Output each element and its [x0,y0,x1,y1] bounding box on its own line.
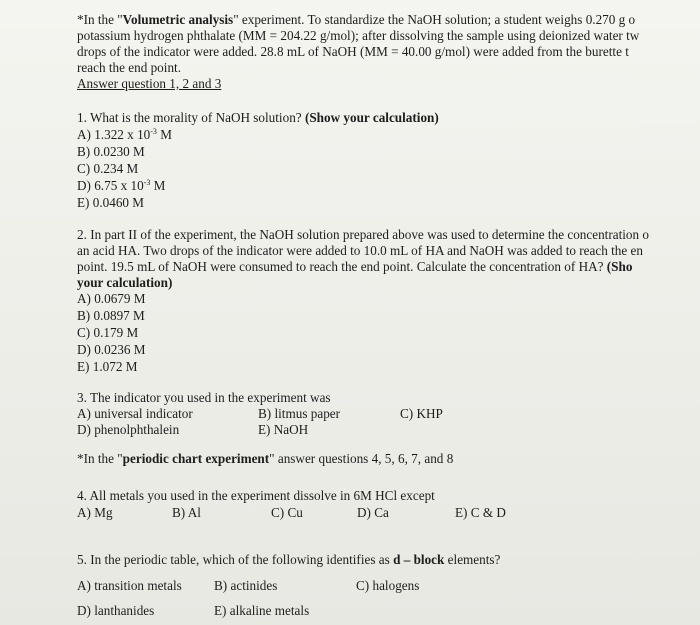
q2-line-3-text: point. 19.5 mL of NaOH were consumed to reach the end point. Calculate the concentration of HA? [77,259,607,274]
q1-option-d [77,178,165,193]
q5-option-a: A) transition metals [77,578,182,593]
q5-stem-text: 5. In the periodic table, which of the following identifies as [77,552,394,567]
q4-option-b: B) Al [172,505,201,520]
intro-line-3: drops of the indicator were added. 28.8 mL of NaOH (MM = 40.00 g/mol) were added from the burette t [77,44,629,59]
q3-option-b: B) litmus paper [258,406,341,421]
q4-option-c: C) Cu [271,505,303,520]
answer-instruction: Answer question 1, 2 and 3 [77,76,222,91]
q3-option-e: E) NaOH [258,422,309,437]
periodic-intro [77,451,453,466]
q5-option-c: C) halogens [356,578,420,593]
q2-option-b: B) 0.0897 M [77,308,145,323]
q1-option-b: B) 0.0230 M [77,144,145,159]
intro-line-4: reach the end point. [77,60,181,75]
q5-stem-text: elements? [444,552,501,567]
q3-option-d: D) phenolphthalein [77,422,180,437]
intro-text: " experiment. To standardize the NaOH solution; a student weighs 0.270 g o [233,12,636,27]
q2-line-1: 2. In part II of the experiment, the NaOH solution prepared above was used to determine the concentration o [77,227,649,242]
periodic-intro-text: " answer questions 4, 5, 6, 7, and 8 [269,451,454,466]
q5-d-block: d – block [393,552,445,567]
q4-option-d: D) Ca [357,505,389,520]
q1-option-a [77,127,172,142]
periodic-intro-text: *In the " [77,451,123,466]
q2-option-d: D) 0.0236 M [77,342,146,357]
q5-option-e: E) alkaline metals [214,603,310,618]
q1-stem-bold: (Show your calculation) [304,110,439,125]
intro-text: *In the " [77,12,123,27]
q1-a-unit: M [156,127,172,142]
intro-line-2: potassium hydrogen phthalate (MM = 204.22 g/mol); after dissolving the sample using deionized water tw [77,28,640,43]
q1-stem [77,110,439,125]
q5-option-b: B) actinides [214,578,278,593]
q3-option-c: C) KHP [400,406,443,421]
q1-a-exponent: -3 [150,127,157,136]
q2-option-a: A) 0.0679 M [77,291,146,306]
q4-option-e: E) C & D [455,505,506,520]
q2-line-3-bold: (Sho [606,259,633,274]
q1-d-exponent: -3 [143,178,151,187]
q1-d-text: D) 6.75 x 10 [77,178,144,193]
experiment-name: Volumetric analysis [122,12,234,27]
q5-stem [77,552,500,567]
q4-stem: 4. All metals you used in the experiment dissolve in 6M HCl except [77,488,435,503]
q1-option-e: E) 0.0460 M [77,195,145,210]
q5-option-d: D) lanthanides [77,603,155,618]
q2-option-e: E) 1.072 M [77,359,138,374]
q4-option-a: A) Mg [77,505,113,520]
q1-d-unit: M [150,178,166,193]
periodic-experiment-name: periodic chart experiment [122,451,270,466]
intro-line-1 [77,12,635,27]
q2-line-3 [77,259,632,274]
q1-stem-text: 1. What is the morality of NaOH solution? [77,110,305,125]
q2-line-2: an acid HA. Two drops of the indicator were added to 10.0 mL of HA and NaOH was added to reach the en [77,243,643,258]
q3-stem: 3. The indicator you used in the experiment was [77,390,331,405]
q1-a-text: A) 1.322 x 10 [77,127,151,142]
q3-option-a: A) universal indicator [77,406,193,421]
q2-line-4: your calculation) [77,275,173,290]
q1-option-c: C) 0.234 M [77,161,139,176]
q2-option-c: C) 0.179 M [77,325,139,340]
